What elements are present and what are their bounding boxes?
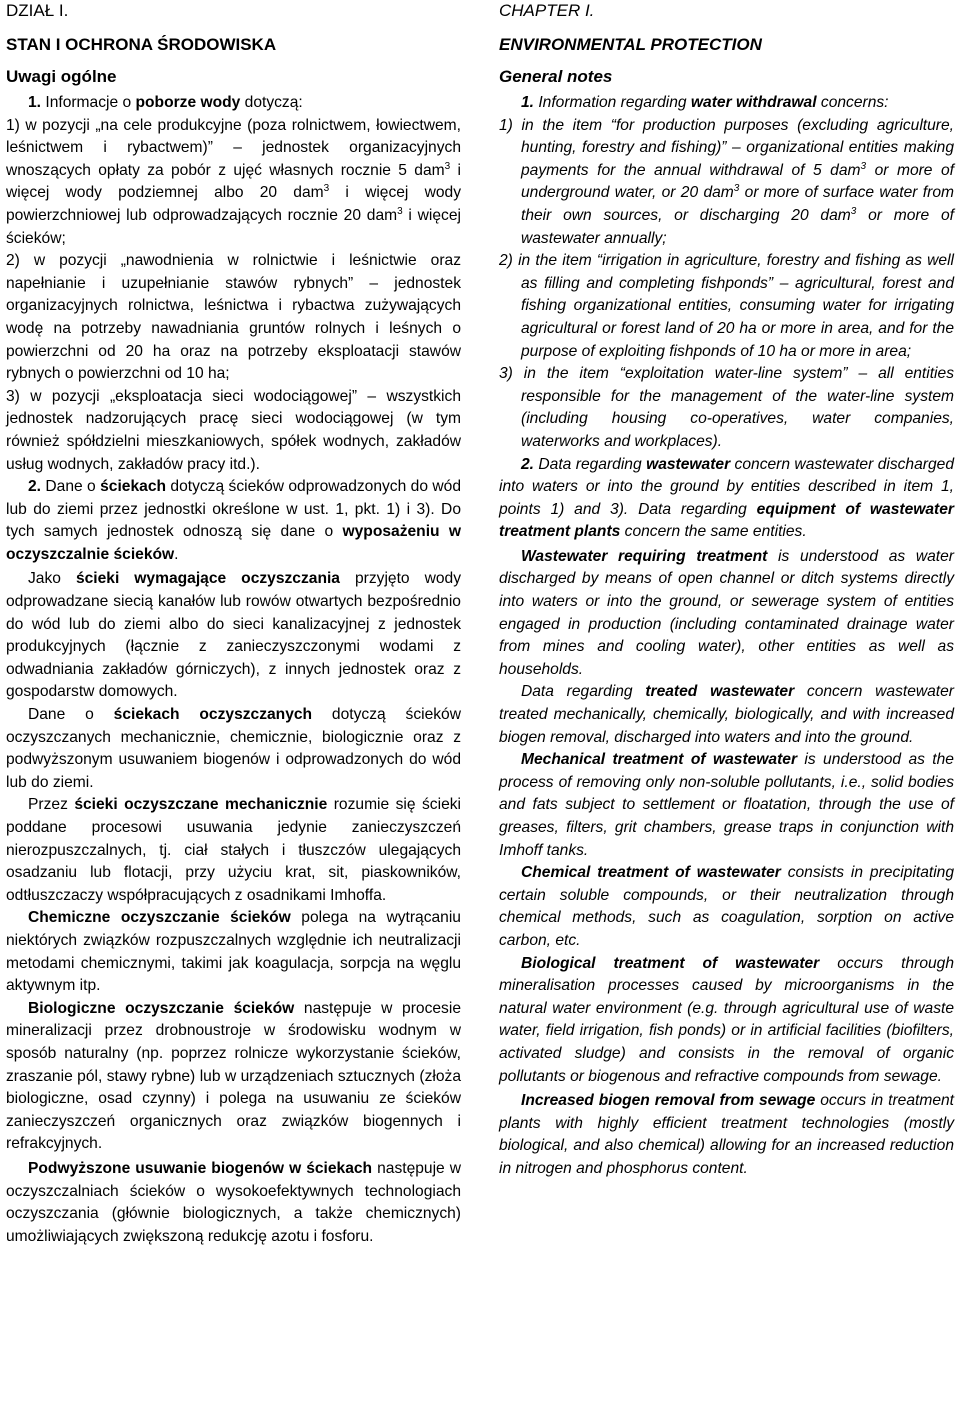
- paragraph-chemical-treatment: Chemical treatment of wastewater consists in precipitating certain soluble compounds, or their neutralization through chemical methods, such as coagulation, sorption on active carbon, etc.: [499, 864, 955, 949]
- term: Podwyższone usuwanie biogenów w ściekach: [28, 1159, 373, 1177]
- paragraph-biological-treatment: Biologiczne oczyszczanie ścieków następuje w procesie mineralizacji przez drobnoustroje w środowisku wodnym w sposób naturalny (np. poprzez rolnicze wykorzystanie ścieków, zraszanie pól, stawy rybne) lub w urządzeniach sztucznych (złoża biologiczne, osad czynny) i polega na usuwaniu ze ścieków zanieczyszczeń organicznych oraz związków biogennych i refrakcyjnych.: [6, 999, 461, 1153]
- chapter-title: ENVIRONMENTAL PROTECTION: [499, 35, 762, 54]
- term: Increased biogen removal from sewage: [521, 1092, 816, 1110]
- paragraph-number: 1.: [28, 94, 42, 111]
- paragraph-wastewater: 2. Data regarding wastewater concern wastewater discharged into waters or into the ground by entities described in item 1, points 1) and 3). Data regarding equipment of wastewater treatment plants concern the same entities.: [499, 455, 954, 541]
- term: Chemical treatment of wastewater: [521, 864, 781, 882]
- term: treated wastewater: [645, 683, 795, 701]
- paragraph-wastewater: 2. Dane o ściekach dotyczą ścieków odprowadzonych do wód lub do ziemi przez jednostki określone w ust. 1, pkt. 1) i 3). Do tych samych jednostek odnoszą się dane o wyposażeniu w oczyszczalnie ścieków.: [6, 478, 461, 563]
- paragraph-number: 2.: [521, 455, 535, 473]
- term: Biological treatment of wastewater: [521, 954, 820, 972]
- paragraph-number: 1.: [521, 94, 535, 111]
- paragraph-treated-wastewater: Data regarding treated wastewater concern wastewater treated mechanically, chemically, biologically, and with increased biogen removal, discharged into waters and into the ground.: [499, 683, 954, 746]
- english-column: [499, 0, 954, 1404]
- list-item-1: 1) w pozycji „na cele produkcyjne (poza rolnictwem, łowiectwem, leśnictwem i rybactwem)” – jednostek organizacyjnych wnoszących opłaty za pobór z ujęć własnych rocznie 5 dam$^3$ i więcej wody podziemnej albo 20 dam$^3$ i więcej wody powierzchniowej lub odprowadzających rocznie 20 dam$^3$ i więcej ścieków;: [6, 116, 461, 247]
- paragraph-mechanical-treatment: Przez ścieki oczyszczane mechanicznie rozumie się ścieki poddane procesowi usuwania jedynie zanieczyszczeń nierozpuszczalnych, tj. ciał stałych i tłuszczów ulegających osadzaniu lub flotacji, przy użyciu krat, sit, piaskowników, odtłuszczaczy współpracujących z osadnikami Imhoffa.: [6, 796, 462, 904]
- paragraph-mechanical-treatment: Mechanical treatment of wastewater is understood as the process of removing only non-soluble pollutants, i.e., solid bodies and fats subject to settlement or floatation, through the use of greases, filters, grit chambers, grease traps in conjunction with Imhoff tanks.: [499, 751, 954, 859]
- term: ścieki wymagające oczyszczania: [75, 570, 340, 588]
- paragraph-biological-treatment: Biological treatment of wastewater occurs through mineralisation processes caused by microorganisms in the natural water environment (e.g. through agricultural use of waste water, field irrigation, fish ponds) or in artificial facilities (biofilters, activated sludge) and consists in the removal of organic pollutants or biogenous and refractive compounds from sewage.: [499, 954, 955, 1085]
- term: ściekach: [100, 478, 167, 496]
- term: water withdrawal: [690, 94, 817, 111]
- term: poborze wody: [135, 94, 241, 111]
- list-item-2: 2) in the item “irrigation in agriculture, forestry and fishing as well as filling and completing fishponds” – agricultural, forest and fishing organizational entities, consuming water for irrigating agricultural or forest land of 20 ha or more in area, and for the purpose of exploiting fishponds of 10 ha or more in area;: [499, 252, 954, 360]
- term: equipment of wastewater treatment plants: [499, 500, 954, 541]
- paragraph-biogen-removal: Podwyższone usuwanie biogenów w ściekach następuje w oczyszczalniach ścieków o wysokoefektywnych technologiach oczyszczania (głównie biologicznych, a także chemicznych) umożliwiających zwiększoną redukcję azotu i fosforu.: [6, 1159, 461, 1245]
- paragraph-treated-wastewater: Dane o ściekach oczyszczanych dotyczą ścieków oczyszczanych mechanicznie, chemicznie, biologicznie oraz z podwyższonym usuwaniem biogenów i odprowadzonych do wód lub do ziemi.: [6, 706, 461, 791]
- polish-column: [6, 0, 461, 1404]
- paragraph-water-withdrawal: 1. Informacje o poborze wody dotyczą:: [28, 94, 303, 111]
- term: Chemiczne oczyszczanie ścieków: [28, 909, 291, 927]
- paragraph-chemical-treatment: Chemiczne oczyszczanie ścieków polega na wytrącaniu niektórych związków rozpuszczalnych względnie ich neutralizacji metodami chemicznymi, takimi jak koagulacja, sorpcja na węglu aktywnym itp.: [6, 909, 461, 995]
- paragraph-requiring-treatment: Jako ścieki wymagające oczyszczania przyjęto wody odprowadzane siecią kanałów lub rowów otwartych bezpośrednio do wód lub do ziemi albo do sieci kanalizacyjnej z jednostek produkcyjnych (łącznie z zanieczyszczonymi wodami z odwadniania zakładów górniczych), z innych jednostek oraz z gospodarstw domowych.: [6, 570, 462, 701]
- paragraph-requiring-treatment: Wastewater requiring treatment is understood as water discharged by means of open channel or ditch systems directly into waters or into the ground, or sewerage system of entities engaged in production (including contaminated drainage water from mines and cooling water), other entities as well as households.: [499, 547, 954, 678]
- paragraph-water-withdrawal: 1. Information regarding water withdrawal concerns:: [521, 94, 889, 111]
- term: wastewater: [646, 455, 731, 473]
- term: Biologiczne oczyszczanie ścieków: [28, 999, 295, 1017]
- list-item-1: 1) in the item “for production purposes (excluding agriculture, hunting, forestry and fishing)” – organizational entities making payments for the annual withdrawal of 5 dam$^3$ or more of underground water, or 20 dam$^3$ or more of surface water from their own sources, or discharging 20 dam$^3$ or more of wastewater annually;: [499, 116, 954, 247]
- chapter-title: STAN I OCHRONA ŚRODOWISKA: [6, 35, 277, 54]
- term: wyposażeniu w oczyszczalnie ścieków: [6, 523, 461, 563]
- term: Mechanical treatment of wastewater: [521, 751, 798, 769]
- section-heading: General notes: [499, 67, 613, 86]
- list-item-3: 3) in the item “exploitation water-line system” – all entities responsible for the management of the water-line system (including housing co-operatives, water companies, waterworks and workplaces).: [499, 365, 954, 450]
- term: ściekach oczyszczanych: [113, 706, 313, 724]
- list-item-3: 3) w pozycji „eksploatacja sieci wodociągowej” – wszystkich jednostek nadzorujących pracę sieci wodociągowej (w tym również spółdzielni mieszkaniowych, spółek wodnych, zakładów usług wodnych, zakładów pracy itd.).: [6, 387, 461, 473]
- paragraph-biogen-removal: Increased biogen removal from sewage occurs in treatment plants with highly efficient treatment technologies (mostly biological, and also chemical) allowing for an increased reduction in nitrogen and phosphorus content.: [499, 1092, 954, 1177]
- list-item-2: 2) w pozycji „nawodnienia w rolnictwie i leśnictwie oraz napełnianie i uzupełnianie stawów rybnych” – jednostek organizacyjnych rolnictwa, leśnictwa i rybactwa zużywających wodę na potrzeby nawadniania gruntów rolnych i leśnych o powierzchni od 20 ha oraz na potrzeby eksploatacji stawów rybnych o powierzchni od 10 ha;: [6, 252, 461, 383]
- paragraph-number: 2.: [28, 478, 42, 496]
- section-heading: Uwagi ogólne: [6, 67, 117, 86]
- term: Wastewater requiring treatment: [521, 547, 768, 565]
- term: ścieki oczyszczane mechanicznie: [74, 796, 328, 814]
- chapter-heading: DZIAŁ I.: [6, 1, 69, 20]
- chapter-heading: CHAPTER I.: [499, 1, 595, 20]
